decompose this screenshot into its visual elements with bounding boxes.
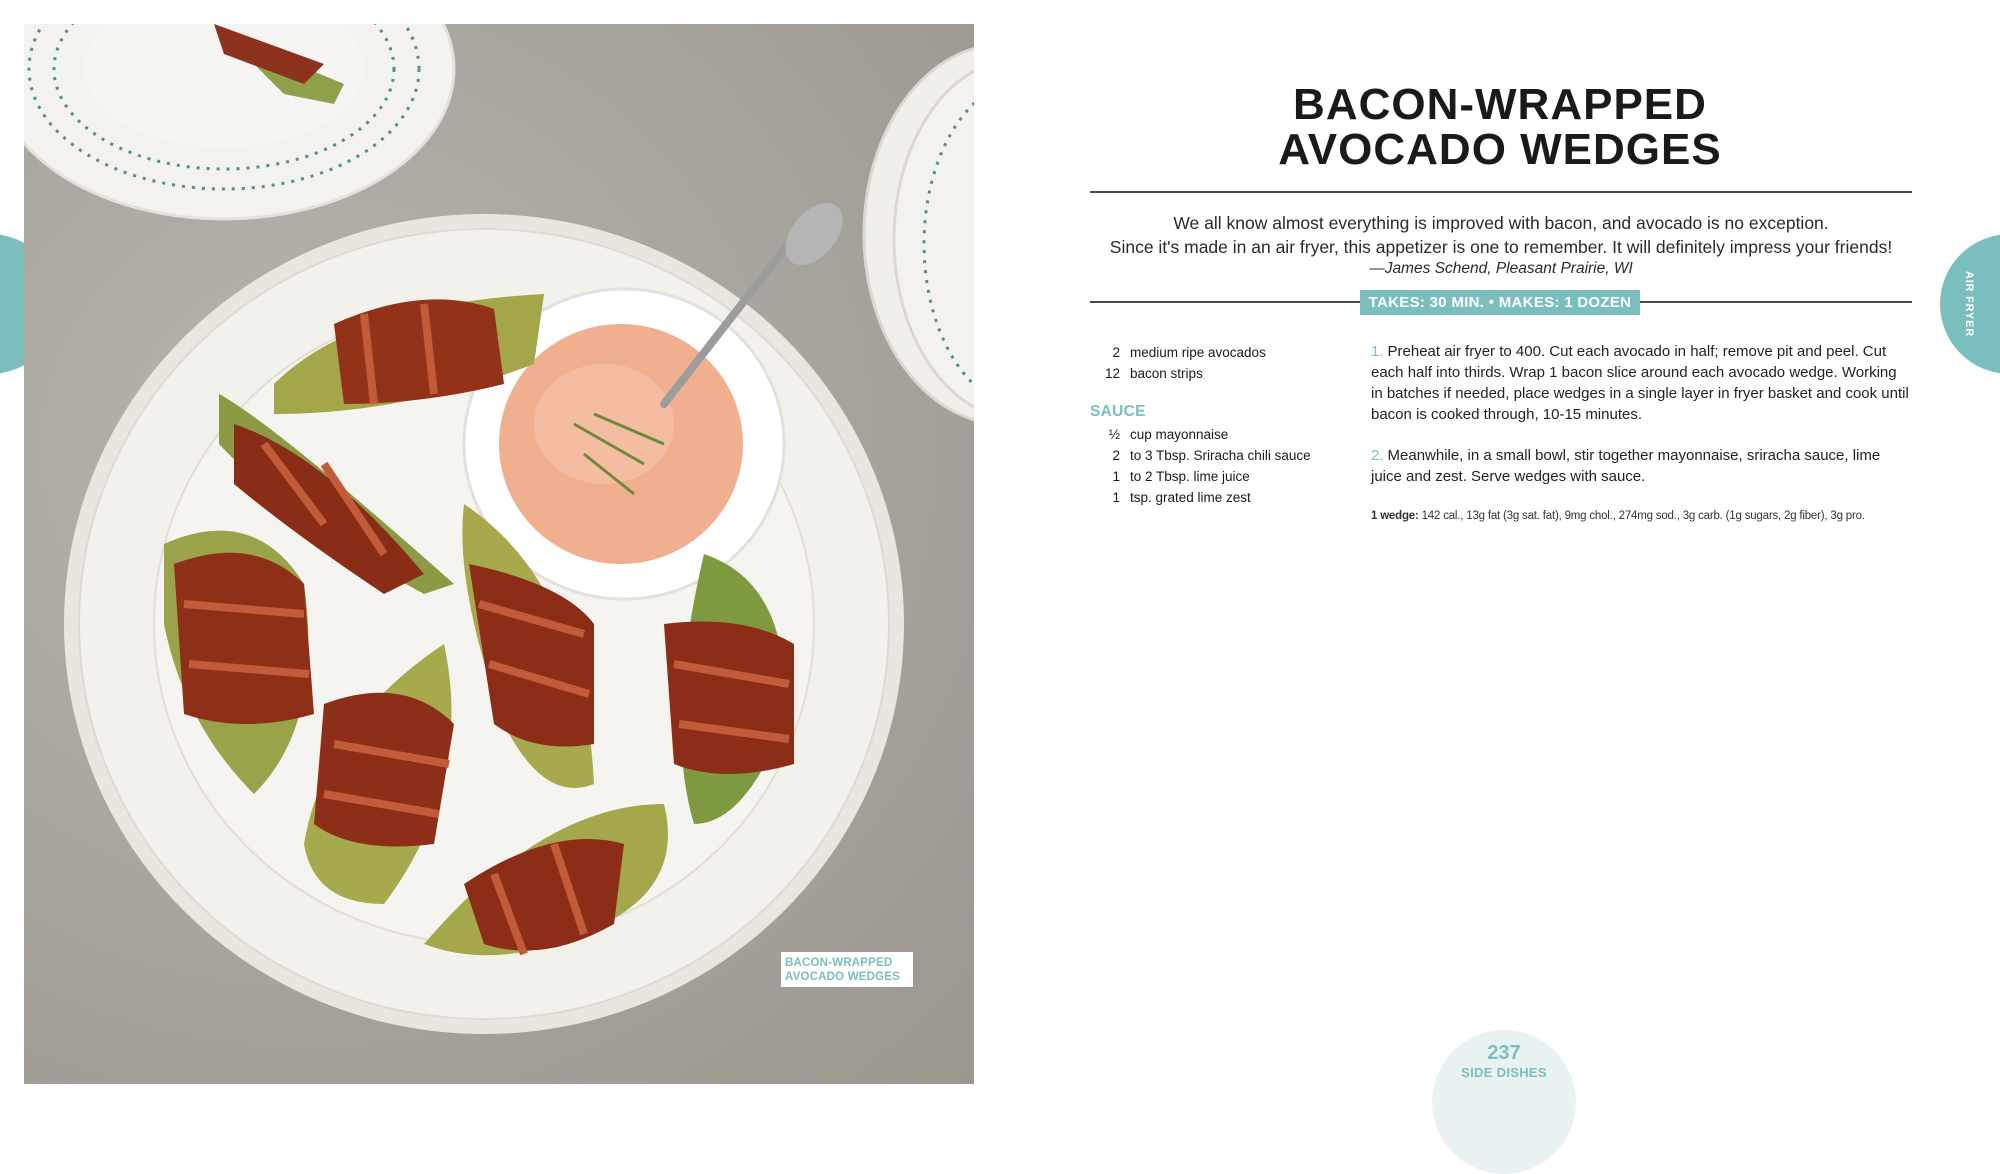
ingredient-item: to 2 Tbsp. lime juice	[1130, 469, 1250, 484]
side-tab-right-label: AIR FRYER	[1963, 270, 1975, 338]
ingredient-row	[1096, 342, 1266, 363]
ingredient-qty: 2	[1112, 448, 1120, 463]
sauce-ingredients-list	[1096, 424, 1311, 508]
recipe-title-line-1: BACON-WRAPPED	[1293, 80, 1707, 129]
direction-number: 1.	[1371, 343, 1384, 360]
ingredient-qty: 12	[1104, 366, 1120, 381]
ingredient-row	[1096, 363, 1266, 384]
direction-text: Meanwhile, in a small bowl, stir together mayonnaise, sriracha sauce, lime juice and zest. Serve wedges with sauce.	[1371, 447, 1881, 485]
intro-line-1: We all know almost everything is improved with bacon, and avocado is no exception.	[1173, 213, 1829, 233]
ingredient-item: bacon strips	[1130, 366, 1203, 381]
recipe-title	[1090, 82, 1910, 172]
nutrition-facts	[1371, 510, 1931, 522]
intro-line-2: Since it's made in an air fryer, this appetizer is one to remember. It will definitely impress your friends!	[1109, 237, 1893, 257]
takes-makes-badge: TAKES: 30 MIN. • MAKES: 1 DOZEN	[1360, 290, 1640, 315]
photo-caption-line-1: BACON-WRAPPED	[785, 957, 893, 969]
nutrition-label: 1 wedge:	[1371, 510, 1419, 522]
ingredient-qty: 1	[1112, 490, 1120, 505]
ingredient-row	[1096, 424, 1311, 445]
recipe-attribution: —James Schend, Pleasant Prairie, WI	[1369, 260, 1633, 277]
ingredient-qty: 2	[1112, 345, 1120, 360]
recipe-intro	[1090, 211, 1912, 259]
photo-illustration	[24, 24, 974, 1084]
sauce-heading: SAUCE	[1090, 403, 1146, 420]
section-name: SIDE DISHES	[1461, 1065, 1547, 1080]
title-divider	[1090, 191, 1912, 193]
nutrition-text: 142 cal., 13g fat (3g sat. fat), 9mg chol., 274mg sod., 3g carb. (1g sugars, 2g fiber), 3g pro.	[1421, 510, 1865, 522]
photo-caption-line-2: AVOCADO WEDGES	[785, 971, 901, 983]
direction-step-1	[1371, 341, 1911, 425]
ingredient-item: medium ripe avocados	[1130, 345, 1266, 360]
ingredient-qty: 1	[1112, 469, 1120, 484]
page-number: 237	[1487, 1042, 1521, 1064]
direction-text: Preheat air fryer to 400. Cut each avocado in half; remove pit and peel. Cut each half into thirds. Wrap 1 bacon slice around each avocado wedge. Working in batches if needed, place wedges in a single layer in fryer basket and cook until bacon is cooked through, 10-15 minutes.	[1371, 343, 1909, 423]
direction-number: 2.	[1371, 447, 1384, 464]
ingredient-qty: ½	[1108, 427, 1120, 442]
ingredient-item: to 3 Tbsp. Sriracha chili sauce	[1130, 448, 1311, 463]
recipe-photo	[24, 24, 974, 1084]
ingredient-item: tsp. grated lime zest	[1130, 490, 1251, 505]
photo-caption	[781, 952, 913, 987]
ingredient-row	[1096, 445, 1311, 466]
recipe-title-line-2: AVOCADO WEDGES	[1278, 125, 1722, 174]
ingredient-row	[1096, 466, 1311, 487]
ingredient-item: cup mayonnaise	[1130, 427, 1229, 442]
ingredients-list	[1096, 342, 1266, 384]
ingredient-row	[1096, 487, 1311, 508]
direction-step-2	[1371, 445, 1911, 487]
